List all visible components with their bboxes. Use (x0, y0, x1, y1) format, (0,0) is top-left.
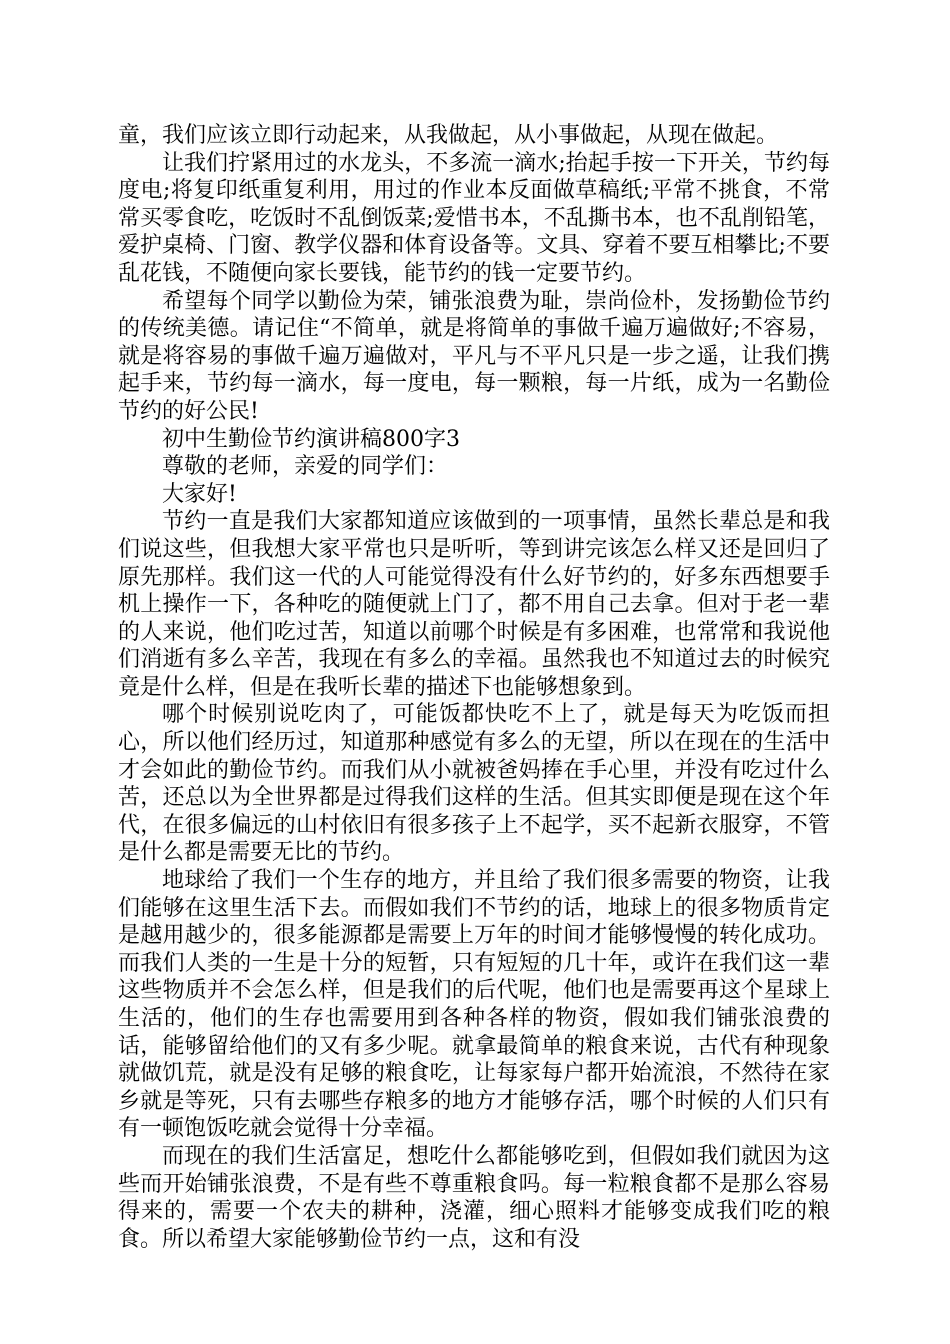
paragraph-continuation: 童，我们应该立即行动起来，从我做起，从小事做起，从现在做起。 (118, 123, 779, 148)
paragraph-present-life: 而现在的我们生活富足，想吃什么都能够吃到，但假如我们就因为这些而开始铺张浪费，不是有些不尊重粮食吗。每一粒粮食都不是那么容易得来的，需要一个农夫的耕种，浇灌，细心照料才能够变成我们吃的粮食。所以希望大家能够勤俭节约一点，这和有没 (118, 1143, 830, 1252)
document-body (118, 122, 830, 1253)
paragraph-intro: 节约一直是我们大家都知道应该做到的一项事情，虽然长辈总是和我们说这些，但我想大家平常也只是听听，等到讲完该怎么样又还是回归了原先那样。我们这一代的人可能觉得没有什么好节约的，好多东西想要手机上操作一下，各种吃的随便就上门了，都不用自己去拿。但对于老一辈的人来说，他们吃过苦，知道以前哪个时候是有多困难，也常常和我说他们消逝有多么辛苦，我现在有多么的幸福。虽然我也不知道过去的时候究竟是什么样，但是在我听长辈的描述下也能够想象到。 (118, 509, 830, 700)
section-title: 初中生勤俭节约演讲稿800字3 (162, 426, 460, 452)
greeting: 大家好! (162, 481, 237, 507)
paragraph-saving-actions: 让我们拧紧用过的水龙头，不多流一滴水;抬起手按一下开关，节约每度电;将复印纸重复利用，用过的作业本反面做草稿纸;平常不挑食，不常常买零食吃，吃饭时不乱倒饭菜;爱惜书本，不乱撕书本，也不乱削铅笔，爱护桌椅、门窗、教学仪器和体育设备等。文具、穿着不要互相攀比;不要乱花钱，不随便向家长要钱，能节约的钱一定要节约。 (118, 150, 830, 286)
salutation: 尊敬的老师，亲爱的同学们： (162, 454, 449, 480)
paragraph-past-hardship: 哪个时候别说吃肉了，可能饭都快吃不上了，就是每天为吃饭而担心，所以他们经历过，知道那种感觉有多么的无望，所以在现在的生活中才会如此的勤俭节约。而我们从小就被爸妈捧在手心里，并没有吃过什么苦，还总以为全世界都是过得我们这样的生活。但其实即便是现在这个年代，在很多偏远的山村依旧有很多孩子上不起学，买不起新衣服穿，不管是什么都是需要无比的节约。 (118, 702, 830, 866)
paragraph-call-to-action: 希望每个同学以勤俭为荣，铺张浪费为耻，崇尚俭朴，发扬勤俭节约的传统美德。请记住“不简单，就是将简单的事做千遍万遍做好;不容易，就是将容易的事做千遍万遍做对，平凡与不平凡只是一步之遥，让我们携起手来，节约每一滴水，每一度电，每一颗粮，每一片纸，成为一名勤俭节约的好公民! (118, 288, 830, 424)
paragraph-earth-resources: 地球给了我们一个生存的地方，并且给了我们很多需要的物资，让我们能够在这里生活下去。而假如我们不节约的话，地球上的很多物质肯定是越用越少的，很多能源都是需要上万年的时间才能够慢慢的转化成功。而我们人类的一生是十分的短暂，只有短短的几十年，或许在我们这一辈这些物质并不会怎么样，但是我们的后代呢，他们也是需要再这个星球上生活的，他们的生存也需要用到各种各样的物资，假如我们铺张浪费的话，能够留给他们的又有多少呢。就拿最简单的粮食来说，古代有种现象就做饥荒，就是没有足够的粮食吃，让每家每户都开始流浪，不然待在家乡就是等死，只有去哪些存粮多的地方才能够存活，哪个时候的人们只有有一顿饱饭吃就会觉得十分幸福。 (118, 868, 830, 1142)
